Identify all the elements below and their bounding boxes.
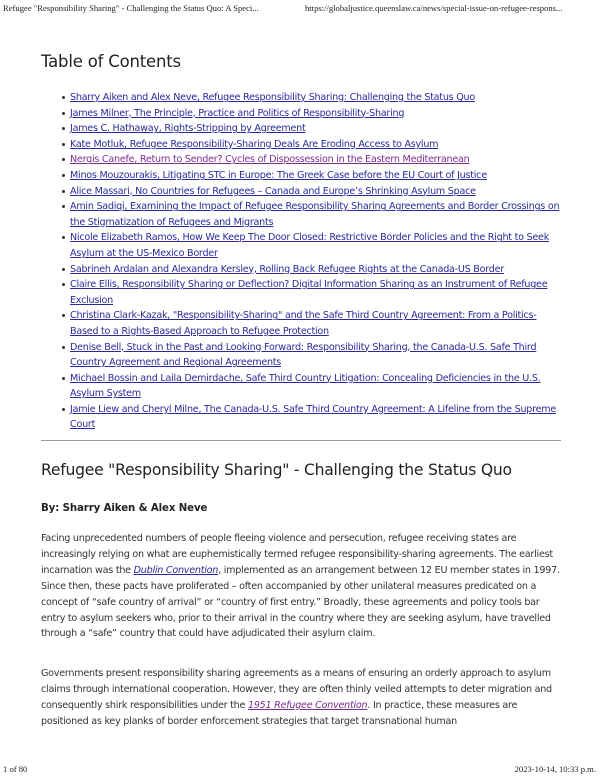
toc-item bbox=[70, 184, 560, 200]
section-divider bbox=[41, 440, 561, 441]
toc-item bbox=[70, 262, 560, 278]
paragraph-text: Facing unprecedented numbers of people fleeing violence and persecution, refugee receiving states are increasingly relying on what are euphemistically termed refugee responsibility-sharing agreements. The earliest incarnation was the bbox=[41, 533, 553, 576]
article-title: Refugee "Responsibility Sharing" - Challenging the Status Quo bbox=[41, 461, 512, 479]
print-header-title: Refugee "Responsibility Sharing" - Challenging the Status Quo: A Speci... bbox=[3, 3, 259, 13]
article-byline: By: Sharry Aiken & Alex Neve bbox=[41, 503, 208, 514]
toc-item bbox=[70, 152, 560, 168]
print-footer bbox=[0, 764, 600, 776]
toc-link[interactable]: Minos Mouzourakis, Litigating STC in Europe: The Greek Case before the EU Court of Justice bbox=[70, 169, 487, 181]
toc-link[interactable]: Nicole Elizabeth Ramos, How We Keep The Door Closed: Restrictive Border Policies and the Right to Seek Asylum at the US-Mexico Border bbox=[70, 232, 549, 259]
toc-link[interactable]: James Milner, The Principle, Practice and Politics of Responsibility-Sharing bbox=[70, 107, 405, 119]
toc-item bbox=[70, 230, 560, 261]
toc-heading: Table of Contents bbox=[41, 52, 181, 71]
toc-link[interactable]: Alice Massari, No Countries for Refugees – Canada and Europe’s Shrinking Asylum Space bbox=[70, 185, 476, 197]
toc-item bbox=[70, 371, 560, 402]
toc-item bbox=[70, 340, 560, 371]
paragraph-text: , implemented as an arrangement between 12 EU member states in 1997. Since then, these pacts have proliferated – often accompanied by other unilateral measures predicated on a concept of “safe country of arrival” or “country of first entry.” Broadly, these agreements and policy tools bar entry to asylum seekers who, prior to their arrival in the country where they are seeking asylum, have travelled through a “safe” country that could have adjudicated their asylum claim. bbox=[41, 564, 560, 640]
toc-link[interactable]: Claire Ellis, Responsibility Sharing or Deflection? Digital Information Sharing as an Instrument of Refugee Exclusion bbox=[70, 279, 548, 306]
toc-link[interactable]: Kate Motluk, Refugee Responsibility-Sharing Deals Are Eroding Access to Asylum bbox=[70, 138, 439, 150]
toc-link[interactable]: Amin Sadiqi, Examining the Impact of Refugee Responsibility Sharing Agreements and Border Crossings on the Stigmatization of Refugees and Migrants bbox=[70, 201, 560, 228]
toc-link[interactable]: Christina Clark-Kazak, "Responsibility-Sharing" and the Safe Third Country Agreement: From a Politics-Based to a Rights-Based Approach to Refugee Protection bbox=[70, 310, 537, 337]
toc-link[interactable]: Michael Bossin and Laila Demirdache, Safe Third Country Litigation: Concealing Deficiencies in the U.S. Asylum System bbox=[70, 372, 541, 400]
toc-item bbox=[70, 168, 560, 184]
toc-link[interactable]: James C. Hathaway, Rights-Stripping by Agreement bbox=[70, 123, 306, 135]
toc-list bbox=[70, 90, 560, 433]
article-paragraph bbox=[41, 666, 561, 730]
toc-item bbox=[70, 199, 560, 230]
refugee-convention-link[interactable]: 1951 Refugee Convention bbox=[247, 699, 368, 711]
toc-link-visited[interactable]: Nergis Canefe, Return to Sender? Cycles of Dispossession in the Eastern Mediterranean bbox=[70, 154, 470, 166]
article-paragraph bbox=[41, 531, 561, 642]
toc-item bbox=[70, 106, 560, 122]
toc-link[interactable]: Denise Bell, Stuck in the Past and Looking Forward: Responsibility Sharing, the Canada-U.S. Safe Third Country Agreement and Regional Agreements bbox=[70, 341, 537, 369]
paragraph-text: . In practice, these measures are positioned as key planks of border enforcement strategies that target transnational human bbox=[41, 699, 518, 727]
toc-item bbox=[70, 402, 560, 433]
toc-item bbox=[70, 277, 560, 308]
toc-item bbox=[70, 121, 560, 137]
toc-item bbox=[70, 137, 560, 153]
toc-link[interactable]: Sabrineh Ardalan and Alexandra Kersley, Rolling Back Refugee Rights at the Canada-US Border bbox=[70, 263, 504, 275]
toc-link[interactable]: Sharry Aiken and Alex Neve, Refugee Responsibility Sharing: Challenging the Status Quo bbox=[70, 92, 475, 103]
paragraph-text: Governments present responsibility sharing agreements as a means of ensuring an orderly approach to asylum claims through international cooperation. However, they are often thinly veiled attempts to deter migration and consequently shirk responsibilities under the bbox=[41, 668, 552, 711]
dublin-convention-link[interactable]: Dublin Convention bbox=[133, 564, 219, 576]
toc-link[interactable]: Jamie Liew and Cheryl Milne, The Canada-U.S. Safe Third Country Agreement: A Lifeline from the Supreme Court bbox=[70, 403, 557, 431]
print-header bbox=[0, 0, 600, 14]
print-header-url: https://globaljustice.queenslaw.ca/news/special-issue-on-refugee-respons... bbox=[305, 3, 563, 13]
toc-item bbox=[70, 90, 560, 106]
page-number: 1 of 80 bbox=[3, 764, 28, 774]
print-datetime: 2023-10-14, 10:33 p.m. bbox=[514, 764, 596, 774]
toc-item bbox=[70, 308, 560, 339]
